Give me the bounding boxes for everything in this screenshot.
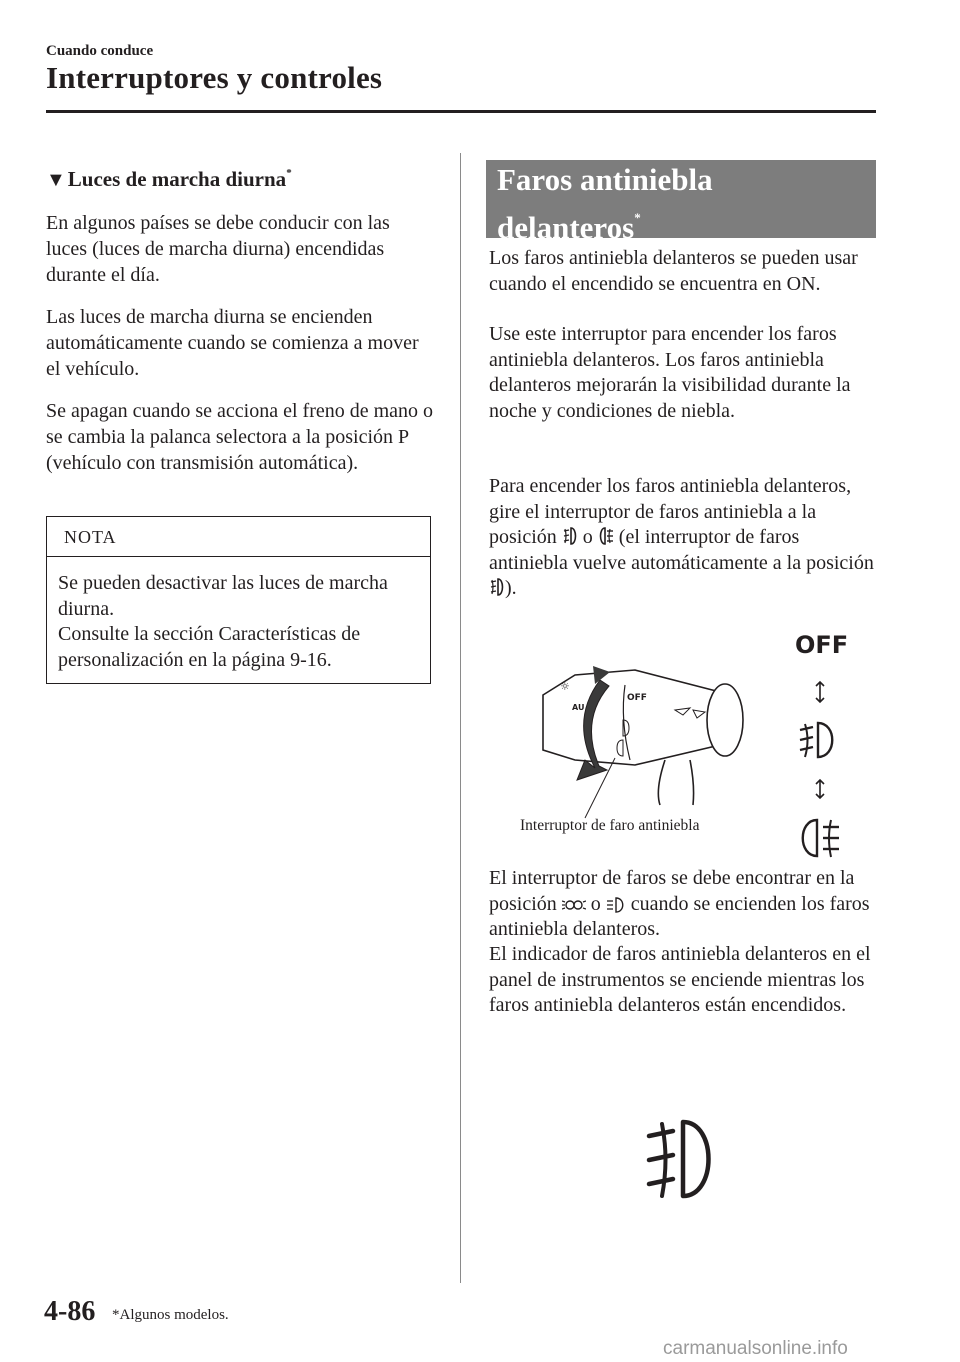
paragraph: En algunos países se debe conducir con las luces (luces de marcha diurna) encendidas durante el día. [46,212,390,286]
headlight-icon [606,897,626,913]
paragraph-headlight-position: El interruptor de faros se debe encontrar en la posición o cuando se encienden los faros antiniebla delanteros. [489,867,870,940]
svg-text:AU: AU [572,703,585,712]
off-mark: OFF [627,693,647,703]
banner-line-2: delanteros* [497,210,641,245]
note-box [46,516,431,684]
footnote: *Algunos modelos. [112,1307,229,1323]
paragraph: Los faros antiniebla delanteros se pueden usar cuando el encendido se encuentra en ON. [489,247,858,295]
rear-fog-symbol [803,820,839,857]
page-number: 4-86 [44,1296,96,1327]
section-banner [486,160,876,245]
note-title: NOTA [47,517,430,557]
front-fog-icon [489,577,505,597]
left-column [46,158,434,492]
column-divider [460,153,461,1283]
banner-line-1: Faros antiniebla [497,162,713,197]
front-fog-indicator-icon [645,1118,717,1200]
parking-light-icon [562,897,586,913]
triangle-icon: ▼ [46,169,66,191]
section-label: Cuando conduce [46,43,154,59]
note-body: Se pueden desactivar las luces de marcha diurna. Consulte la sección Características de personalización en la página 9-16. [58,572,388,671]
rear-fog-icon [598,526,614,546]
svg-text:☼: ☼ [560,680,570,693]
diagram-caption: Interruptor de faro antiniebla [520,817,700,834]
header-rule [46,110,876,113]
front-fog-symbol [800,723,832,757]
section-heading-drl [46,158,434,195]
paragraph: Use este interruptor para encender los faros antiniebla delanteros. Los faros antiniebla delanteros mejorarán la visibilidad durante la noche y condiciones de niebla. [489,323,851,422]
asterisk: * [286,167,292,179]
off-label: OFF [795,631,849,659]
front-fog-icon [562,526,578,546]
paragraph-fog-instructions: Para encender los faros antiniebla delanteros, gire el interruptor de faros antiniebla a la posición o (el interruptor de faros antiniebla vuelve automáticamente a la posición ). [489,475,874,599]
paragraph: El indicador de faros antiniebla delanteros en el panel de instrumentos se enciende mientras los faros antiniebla delanteros están encendidos. [489,943,871,1016]
page-title: Interruptores y controles [46,60,383,95]
watermark: carmanualsonline.info [663,1338,848,1359]
paragraph: Las luces de marcha diurna se encienden automáticamente cuando se comienza a mover el vehículo. [46,306,419,380]
heading-text: Luces de marcha diurna [67,167,287,191]
paragraph: Se apagan cuando se acciona el freno de mano o se cambia la palanca selectora a la posición P (vehículo con transmisión automática). [46,400,434,474]
